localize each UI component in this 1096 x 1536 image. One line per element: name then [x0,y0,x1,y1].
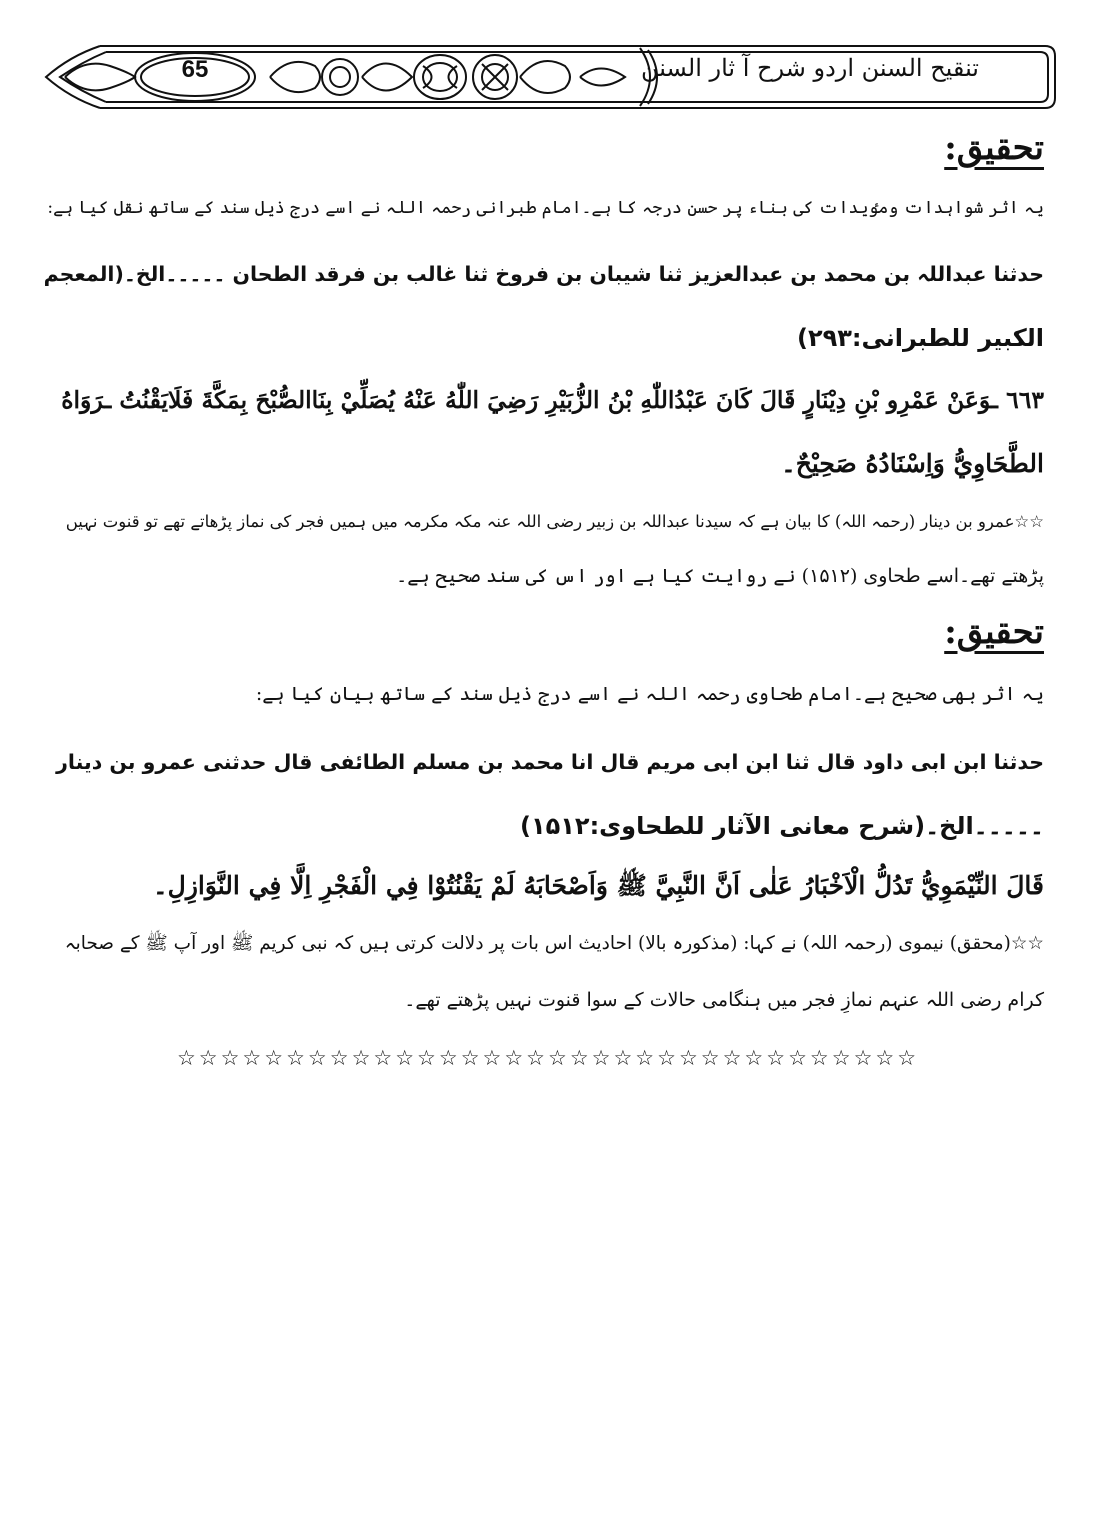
arabic-isnad-2-line1: حدثنا ابن ابی داود قال ثنا ابن ابی مریم قال انا محمد بن مسلم الطائفی قال حدثنی عمرو بن دینار [56,750,1044,774]
urdu-paragraph-2: یہ اثر بھی صحیح ہے۔امام طحاوی رحمہ اللہ نے اسے درج ذیل سند کے ساتھ بیان کیا ہے: [255,683,1044,705]
section-heading-tahqiq-1: تحقیق: [944,128,1044,168]
hadith-663-line2: الطَّحَاوِيُّ وَاِسْنَادُهُ صَحِيْحٌ۔ [781,449,1044,478]
arabic-isnad-2-line2: ۔۔۔۔۔الخ۔(شرح معانی الآثار للطحاوی:۱۵۱۲) [520,812,1044,840]
hadith-663-line1: ٦٦٣ ـوَعَنْ عَمْرِو بْنِ دِيْنَارٍ قَالَ كَانَ عَبْدُاللّٰهِ بْنُ الزُّبَيْرِ رَضِيَ اللّٰهُ عَنْهُ يُصَلِّيْ بِنَاالصُّبْحَ بِمَكَّةَ فَلَايَقْنُتُ ـرَوَاهُ [61,386,1044,414]
nimawi-translation-line2: کرام رضی اللہ عنہم نمازِ فجر میں ہنگامی حالات کے سوا قنوت نہیں پڑھتے تھے۔ [404,989,1044,1011]
nimawi-arabic-text: قَالَ النِّيْمَوِيُّ تَدُلُّ الْاَخْبَارُ عَلٰى اَنَّ النَّبِيَّ ﷺ وَاَصْحَابَهُ لَمْ يَقْنُتُوْا فِي الْفَجْرِ اِلَّا فِي النَّوَازِلِ۔ [153,871,1044,900]
star-separator-icon: ☆☆☆☆☆☆☆☆☆☆☆☆☆☆☆☆☆☆☆☆☆☆☆☆☆☆☆☆☆☆☆☆☆☆ [176,1046,920,1070]
page-number: 65 [181,56,209,83]
nimawi-translation-line1: ☆☆(محقق) نیموی (رحمہ اللہ) نے کہا: (مذکورہ بالا) احادیث اس بات پر دلالت کرتی ہیں کہ نبی کریم ﷺ اور آپ ﷺ کے صحابہ [64,933,1044,954]
running-title: تنقیح السنن اردو شرح آ ثار السنن [640,54,979,82]
hadith-663-translation-line1: ☆☆عمرو بن دینار (رحمہ اللہ) کا بیان ہے کہ سیدنا عبداللہ بن زبیر رضی اللہ عنہ مکہ مکرمہ میں ہمیں فجر کی نماز پڑھاتے تھے تو قنوت نہیں [65,512,1044,531]
hadith-663-translation-line2: پڑھتے تھے۔اسے طحاوی (۱۵۱۲) نے روایت کیا ہے اور اس کی سند صحیح ہے۔ [396,565,1044,587]
urdu-paragraph-1: یہ اثر شواہدات وموٴیدات کی بناء پر حسن درجہ کا ہے۔امام طبرانی رحمہ اللہ نے اسے درج ذیل سند کے ساتھ نقل کیا ہے: [47,198,1044,218]
page-header [40,36,1060,120]
arabic-isnad-1-line1: حدثنا عبداللہ بن محمد بن عبدالعزیز ثنا شیبان بن فروخ ثنا غالب بن فرقد الطحان ۔۔۔۔۔الخ۔(المعجم [43,262,1044,286]
arabic-isnad-1-line2: الکبیر للطبرانی:۲۹۳) [796,324,1044,352]
section-heading-tahqiq-2: تحقیق: [944,612,1044,652]
